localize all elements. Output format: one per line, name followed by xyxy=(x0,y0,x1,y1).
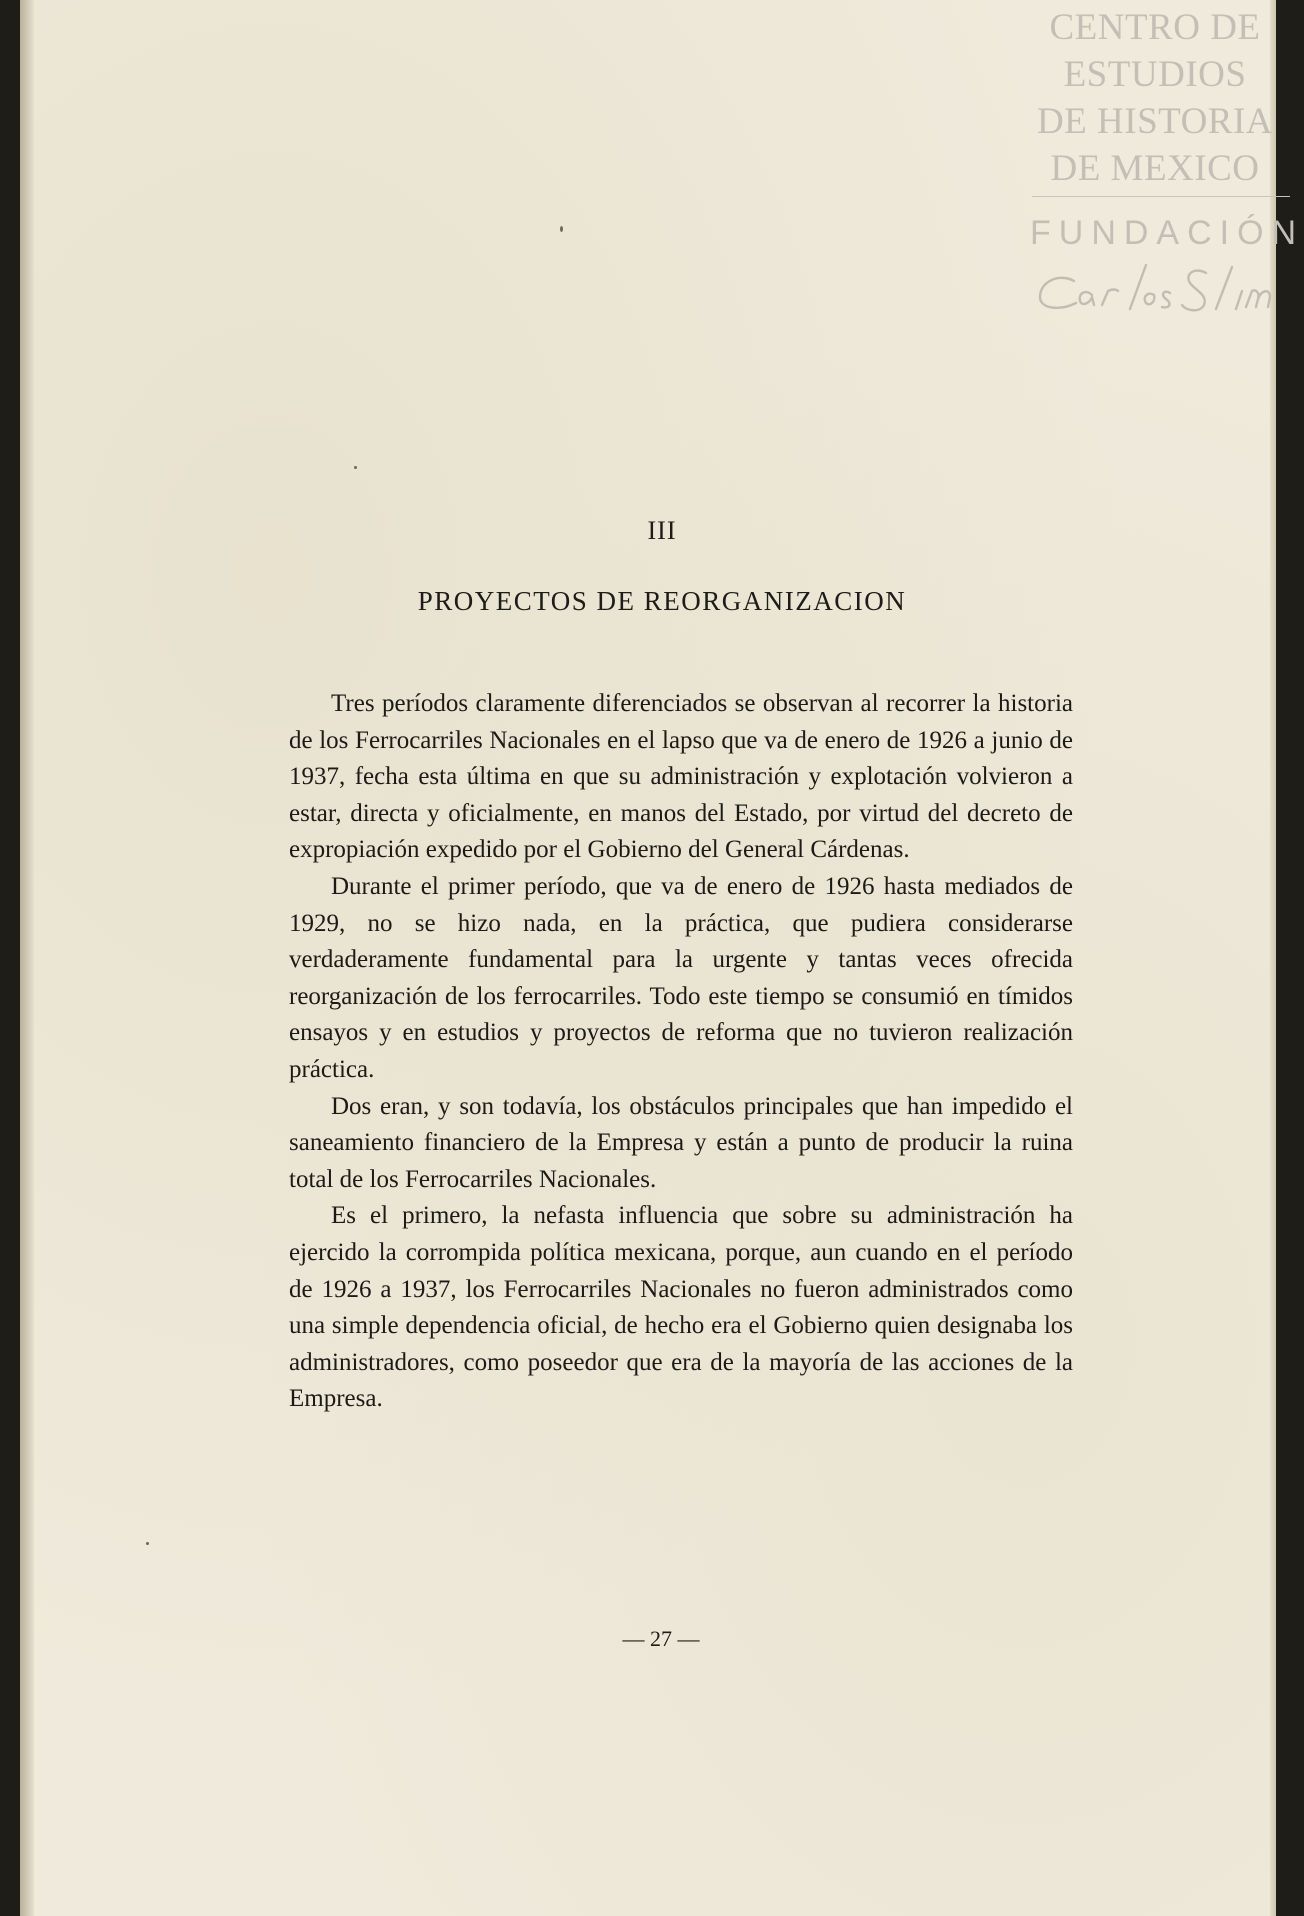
watermark-line-3: DE HISTORIA xyxy=(1036,101,1274,142)
watermark-line-1: CENTRO DE xyxy=(1049,7,1261,48)
body-text xyxy=(289,686,1073,1418)
watermark-fundacion: FUNDACIÓN xyxy=(1030,214,1304,252)
watermark-divider xyxy=(1032,196,1290,197)
paper-speck xyxy=(146,1542,149,1545)
watermark-line-4: DE MEXICO xyxy=(1050,148,1260,189)
paragraph: Durante el primer período, que va de enero de 1926 hasta mediados de 1929, no se hizo nada, en la práctica, que pudiera considerarse verdaderamente fundamental para la urgente y tantas veces ofrecida reorganización de los ferrocarriles. Todo este tiempo se consumió en tímidos ensayos y en estudios y proyectos de reforma que no tuvieron realización práctica. xyxy=(289,872,1073,1083)
chapter-number: III xyxy=(647,516,677,545)
paragraph: Dos eran, y son todavía, los obstáculos principales que han impedido el saneamiento financiero de la Empresa y están a punto de producir la ruina total de los Ferrocarriles Nacionales. xyxy=(289,1092,1073,1193)
paper-speck xyxy=(560,226,563,232)
paper-speck xyxy=(354,466,357,469)
book-page xyxy=(20,0,1304,1916)
paragraph: Tres períodos claramente diferenciados se observan al recorrer la historia de los Ferrocarriles Nacionales en el lapso que va de enero de 1926 a junio de 1937, fecha esta última en que su administración y explotación volvieron a estar, directa y oficialmente, en manos del Estado, por virtud del decreto de expropiación expedido por el Gobierno del General Cárdenas. xyxy=(289,690,1073,864)
chapter-title: PROYECTOS DE REORGANIZACION xyxy=(417,586,907,616)
library-watermark xyxy=(1020,4,1304,326)
watermark-line-2: ESTUDIOS xyxy=(1063,54,1247,95)
page-number: — 27 — xyxy=(622,1626,700,1651)
paragraph: Es el primero, la nefasta influencia que sobre su administración ha ejercido la corrompida política mexicana, porque, aun cuando en el período de 1926 a 1937, los Ferrocarriles Nacionales no fueron administrados como una simple dependencia oficial, de hecho era el Gobierno quien designaba los administradores, como poseedor que era de la mayoría de las acciones de la Empresa. xyxy=(289,1202,1073,1413)
signature-logo xyxy=(1020,259,1290,326)
